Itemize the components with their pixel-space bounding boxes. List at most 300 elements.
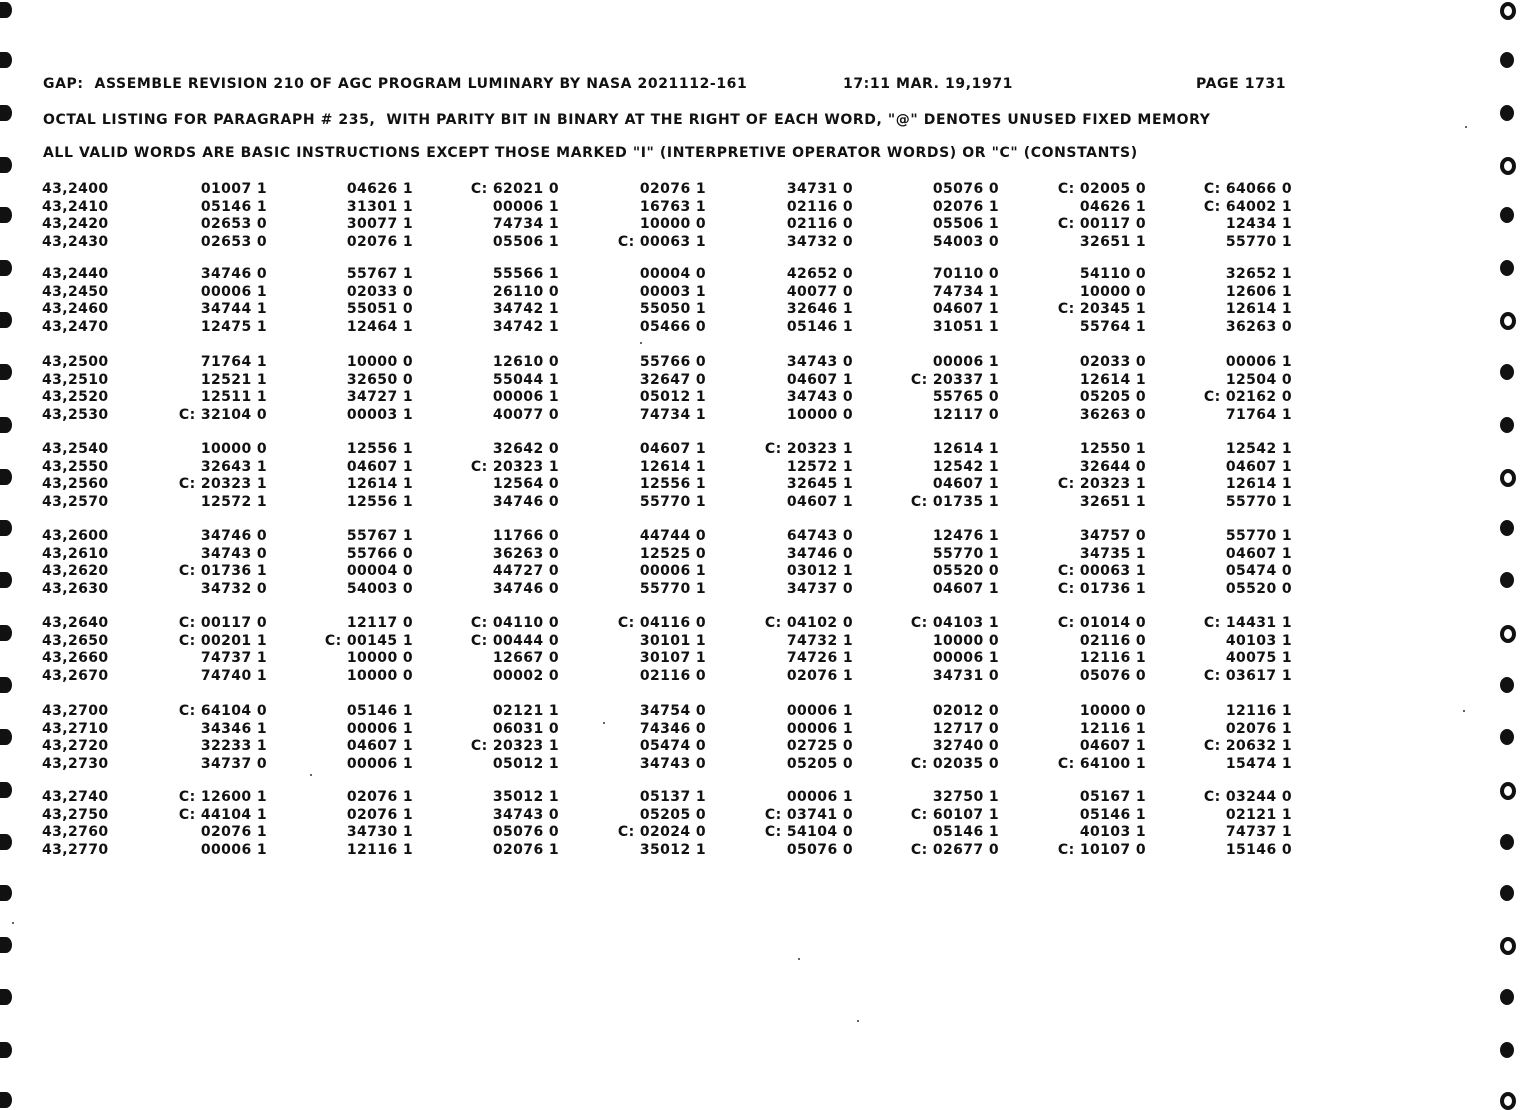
punch-hole xyxy=(0,1042,12,1058)
listing-word: 02076 1 xyxy=(1225,720,1292,737)
listing-address: 43,2530 xyxy=(42,406,109,423)
listing-word: 02116 0 xyxy=(639,667,706,684)
punch-hole xyxy=(1500,52,1514,68)
listing-word: 74734 1 xyxy=(932,283,999,300)
listing-address: 43,2710 xyxy=(42,720,109,737)
listing-word: 00006 1 xyxy=(786,789,853,805)
listing-word: 12610 0 xyxy=(492,354,559,370)
listing-word: 32642 0 xyxy=(492,441,559,457)
listing-word: 12564 0 xyxy=(492,476,559,492)
listing-word: C: 64104 0 xyxy=(178,703,267,719)
listing-word: 12117 0 xyxy=(932,406,999,423)
listing-word: 04607 1 xyxy=(1225,545,1292,562)
listing-word: 05146 1 xyxy=(786,318,853,335)
listing-word: 05506 1 xyxy=(492,233,559,250)
listing-word: 12556 1 xyxy=(346,441,413,457)
listing-word: C: 20323 1 xyxy=(470,738,559,754)
listing-word: 02116 0 xyxy=(786,198,853,215)
listing-word: 10000 0 xyxy=(200,441,267,457)
listing-word: C: 03741 0 xyxy=(764,806,853,823)
listing-word: C: 20323 1 xyxy=(764,441,853,457)
listing-word: 04607 1 xyxy=(639,441,706,457)
listing-word: 12521 1 xyxy=(200,371,267,388)
listing-word: 34743 0 xyxy=(492,806,559,823)
listing-word: C: 04102 0 xyxy=(764,615,853,631)
listing-address: 43,2560 xyxy=(42,476,109,492)
listing-word: 04607 1 xyxy=(786,371,853,388)
listing-word: 02725 0 xyxy=(786,738,853,754)
listing-word: 00006 1 xyxy=(639,563,706,579)
listing-word: C: 14431 1 xyxy=(1203,615,1292,631)
listing-word: 32643 1 xyxy=(200,458,267,475)
listing-word: 31051 1 xyxy=(932,318,999,335)
punch-hole xyxy=(0,520,12,536)
listing-word: 12572 1 xyxy=(786,458,853,475)
listing-word: 40103 1 xyxy=(1079,824,1146,840)
listing-word: 05076 0 xyxy=(1079,667,1146,684)
listing-word: 04607 1 xyxy=(346,738,413,754)
listing-word: 05137 1 xyxy=(639,789,706,805)
listing-word: 00006 1 xyxy=(786,703,853,719)
listing-word: 12606 1 xyxy=(1225,283,1292,300)
listing-address: 43,2670 xyxy=(42,667,109,684)
listing-word: 64743 0 xyxy=(786,528,853,544)
listing-word: 00006 1 xyxy=(786,720,853,737)
punch-hole xyxy=(1500,157,1516,175)
paper-speck xyxy=(310,774,312,776)
listing-word: C: 04116 0 xyxy=(617,615,706,631)
punch-hole xyxy=(0,782,12,798)
listing-word: 34731 0 xyxy=(786,181,853,197)
listing-word: 34746 0 xyxy=(492,493,559,510)
listing-word: C: 44104 1 xyxy=(178,806,267,823)
punch-hole xyxy=(0,625,12,641)
listing-word: 40103 1 xyxy=(1225,632,1292,649)
listing-word: 02076 1 xyxy=(639,181,706,197)
listing-word: 00002 0 xyxy=(492,667,559,684)
listing-word: 40075 1 xyxy=(1225,650,1292,666)
listing-word: 05520 0 xyxy=(1225,580,1292,597)
listing-word: 32651 1 xyxy=(1079,233,1146,250)
listing-word: 05146 1 xyxy=(1079,806,1146,823)
listing-address: 43,2450 xyxy=(42,283,109,300)
listing-address: 43,2420 xyxy=(42,216,109,232)
listing-address: 43,2660 xyxy=(42,650,109,666)
punch-hole xyxy=(0,989,12,1005)
listing-word: 04607 1 xyxy=(932,301,999,317)
listing-word: 05205 0 xyxy=(786,755,853,772)
listing-word: 05167 1 xyxy=(1079,789,1146,805)
listing-word: 02033 0 xyxy=(346,283,413,300)
punch-hole xyxy=(1500,729,1514,745)
listing-word: C: 00444 0 xyxy=(470,632,559,649)
listing-word: 36263 0 xyxy=(1079,406,1146,423)
listing-word: 05205 0 xyxy=(639,806,706,823)
listing-word: 04607 1 xyxy=(1225,458,1292,475)
listing-word: 74737 1 xyxy=(200,650,267,666)
listing-word: 54003 0 xyxy=(932,233,999,250)
listing-word: 02033 0 xyxy=(1079,354,1146,370)
listing-word: 55766 0 xyxy=(346,545,413,562)
listing-word: 35012 1 xyxy=(639,841,706,858)
listing-word: 02076 1 xyxy=(786,667,853,684)
listing-word: 12542 1 xyxy=(932,458,999,475)
punch-hole xyxy=(1500,1092,1516,1110)
listing-word: 55770 1 xyxy=(932,545,999,562)
listing-word: 02076 1 xyxy=(346,806,413,823)
listing-word: C: 20632 1 xyxy=(1203,738,1292,754)
listing-word: 16763 1 xyxy=(639,198,706,215)
listing-word: 12572 1 xyxy=(200,493,267,510)
listing-word: 10000 0 xyxy=(1079,283,1146,300)
header-description-line: OCTAL LISTING FOR PARAGRAPH # 235, WITH PARITY BIT IN BINARY AT THE RIGHT OF EACH WORD, "@" DENOTES UNUSED FIXED MEMORY xyxy=(43,112,1211,128)
listing-word: C: 04103 1 xyxy=(910,615,999,631)
paper-speck xyxy=(798,958,800,960)
listing-word: 04607 1 xyxy=(346,458,413,475)
listing-word: 31301 1 xyxy=(346,198,413,215)
listing-word: C: 64066 0 xyxy=(1203,181,1292,197)
listing-word: 05012 1 xyxy=(492,755,559,772)
punch-hole xyxy=(0,677,12,693)
listing-word: 34737 0 xyxy=(786,580,853,597)
listing-word: 02653 0 xyxy=(200,233,267,250)
punch-hole xyxy=(0,364,12,380)
punch-hole xyxy=(0,105,12,121)
listing-word: 54003 0 xyxy=(346,580,413,597)
punch-hole xyxy=(1500,260,1514,276)
listing-word: 02653 0 xyxy=(200,216,267,232)
listing-word: 02076 1 xyxy=(932,198,999,215)
listing-word: 34746 0 xyxy=(492,580,559,597)
listing-word: C: 02035 0 xyxy=(910,755,999,772)
listing-word: 71764 1 xyxy=(200,354,267,370)
listing-word: 05474 0 xyxy=(1225,563,1292,579)
listing-word: 34731 0 xyxy=(932,667,999,684)
listing-word: C: 00063 1 xyxy=(617,233,706,250)
punch-hole xyxy=(0,834,12,850)
punch-hole xyxy=(1500,469,1516,487)
listing-word: 32740 0 xyxy=(932,738,999,754)
listing-word: 54110 0 xyxy=(1079,266,1146,282)
punch-hole xyxy=(1500,834,1514,850)
listing-word: 70110 0 xyxy=(932,266,999,282)
listing-word: 02012 0 xyxy=(932,703,999,719)
punch-hole xyxy=(1500,2,1516,20)
listing-word: 05205 0 xyxy=(1079,389,1146,405)
listing-word: C: 20323 1 xyxy=(470,458,559,475)
listing-address: 43,2630 xyxy=(42,580,109,597)
punch-hole xyxy=(0,260,12,276)
listing-word: 55766 0 xyxy=(639,354,706,370)
listing-word: 55764 1 xyxy=(1079,318,1146,335)
listing-word: 34743 0 xyxy=(786,389,853,405)
listing-word: 05146 1 xyxy=(200,198,267,215)
paper-speck xyxy=(1463,710,1465,712)
listing-address: 43,2750 xyxy=(42,806,109,823)
listing-word: C: 64100 1 xyxy=(1057,755,1146,772)
listing-word: 36263 0 xyxy=(1225,318,1292,335)
listing-word: 05076 0 xyxy=(932,181,999,197)
header-legend-line: ALL VALID WORDS ARE BASIC INSTRUCTIONS EXCEPT THOSE MARKED "I" (INTERPRETIVE OPERATOR WORDS) OR "C" (CONSTANTS) xyxy=(43,145,1138,161)
listing-address: 43,2500 xyxy=(42,354,109,370)
punch-hole xyxy=(0,157,12,173)
listing-word: 04607 1 xyxy=(786,493,853,510)
listing-word: 34730 1 xyxy=(346,824,413,840)
listing-word: 04626 1 xyxy=(346,181,413,197)
listing-word: 44744 0 xyxy=(639,528,706,544)
listing-address: 43,2620 xyxy=(42,563,109,579)
listing-word: 55767 1 xyxy=(346,266,413,282)
listing-word: 02116 0 xyxy=(786,216,853,232)
listing-word: 12434 1 xyxy=(1225,216,1292,232)
listing-word: C: 01014 0 xyxy=(1057,615,1146,631)
listing-word: 12717 0 xyxy=(932,720,999,737)
listing-word: C: 04110 0 xyxy=(470,615,559,631)
listing-word: C: 32104 0 xyxy=(178,406,267,423)
listing-word: 34754 0 xyxy=(639,703,706,719)
listing-word: C: 20323 1 xyxy=(178,476,267,492)
listing-word: C: 64002 1 xyxy=(1203,198,1292,215)
punch-hole xyxy=(1500,782,1516,800)
paper-speck xyxy=(857,1020,859,1022)
listing-word: 05506 1 xyxy=(932,216,999,232)
paper-speck xyxy=(603,722,605,724)
listing-word: 02076 1 xyxy=(492,841,559,858)
listing-word: 30107 1 xyxy=(639,650,706,666)
listing-word: 02121 1 xyxy=(1225,806,1292,823)
listing-word: 12614 1 xyxy=(639,458,706,475)
listing-word: 12614 1 xyxy=(346,476,413,492)
listing-word: 00006 1 xyxy=(346,755,413,772)
listing-word: 00004 0 xyxy=(346,563,413,579)
listing-word: 35012 1 xyxy=(492,789,559,805)
listing-address: 43,2760 xyxy=(42,824,109,840)
listing-word: C: 01736 1 xyxy=(1057,580,1146,597)
listing-word: C: 03244 0 xyxy=(1203,789,1292,805)
listing-address: 43,2440 xyxy=(42,266,109,282)
listing-word: 00006 1 xyxy=(932,650,999,666)
header-timestamp: 17:11 MAR. 19,1971 xyxy=(843,76,1014,92)
listing-word: 00003 1 xyxy=(639,283,706,300)
listing-word: 32750 1 xyxy=(932,789,999,805)
listing-word: 12614 1 xyxy=(1079,371,1146,388)
listing-word: C: 02677 0 xyxy=(910,841,999,858)
listing-word: 12116 1 xyxy=(1079,650,1146,666)
listing-address: 43,2400 xyxy=(42,181,109,197)
listing-word: 12556 1 xyxy=(346,493,413,510)
listing-word: 74732 1 xyxy=(786,632,853,649)
listing-word: C: 00145 1 xyxy=(324,632,413,649)
listing-word: 55770 1 xyxy=(639,580,706,597)
listing-word: 02116 0 xyxy=(1079,632,1146,649)
listing-word: 34744 1 xyxy=(200,301,267,317)
listing-word: 15146 0 xyxy=(1225,841,1292,858)
listing-word: 03012 1 xyxy=(786,563,853,579)
listing-word: 00006 1 xyxy=(932,354,999,370)
listing-word: C: 20345 1 xyxy=(1057,301,1146,317)
listing-word: 74726 1 xyxy=(786,650,853,666)
listing-word: 34746 0 xyxy=(200,528,267,544)
listing-word: 10000 0 xyxy=(346,667,413,684)
punch-hole xyxy=(1500,207,1514,223)
listing-word: 02076 1 xyxy=(346,789,413,805)
punch-hole xyxy=(1500,105,1514,121)
listing-word: C: 54104 0 xyxy=(764,824,853,840)
punch-hole xyxy=(1500,937,1516,955)
listing-word: 32644 0 xyxy=(1079,458,1146,475)
listing-word: 05076 0 xyxy=(786,841,853,858)
listing-address: 43,2600 xyxy=(42,528,109,544)
listing-word: 74734 1 xyxy=(492,216,559,232)
listing-word: 12476 1 xyxy=(932,528,999,544)
listing-word: 04607 1 xyxy=(1079,738,1146,754)
punch-hole xyxy=(1500,364,1514,380)
listing-word: 30077 1 xyxy=(346,216,413,232)
listing-word: 34742 1 xyxy=(492,301,559,317)
listing-word: 12504 0 xyxy=(1225,371,1292,388)
header-page-number: PAGE 1731 xyxy=(1196,76,1287,92)
listing-word: 74740 1 xyxy=(200,667,267,684)
punch-hole xyxy=(0,417,12,433)
listing-word: 55051 0 xyxy=(346,301,413,317)
listing-word: 12614 1 xyxy=(1225,301,1292,317)
punch-hole xyxy=(0,572,12,588)
listing-word: 04607 1 xyxy=(932,580,999,597)
listing-word: 34743 0 xyxy=(200,545,267,562)
listing-word: 01007 1 xyxy=(200,181,267,197)
listing-word: 04607 1 xyxy=(932,476,999,492)
listing-word: 32651 1 xyxy=(1079,493,1146,510)
listing-word: 74737 1 xyxy=(1225,824,1292,840)
listing-word: 12556 1 xyxy=(639,476,706,492)
listing-word: 02121 1 xyxy=(492,703,559,719)
listing-word: 44727 0 xyxy=(492,563,559,579)
listing-word: 55566 1 xyxy=(492,266,559,282)
listing-word: 00004 0 xyxy=(639,266,706,282)
listing-word: 00006 1 xyxy=(492,389,559,405)
listing-address: 43,2430 xyxy=(42,233,109,250)
listing-word: 10000 0 xyxy=(346,650,413,666)
listing-address: 43,2540 xyxy=(42,441,109,457)
listing-word: 00006 1 xyxy=(200,841,267,858)
listing-word: 12117 0 xyxy=(346,615,413,631)
listing-word: 10000 0 xyxy=(932,632,999,649)
listing-word: 34743 0 xyxy=(639,755,706,772)
listing-word: C: 00117 0 xyxy=(1057,216,1146,232)
listing-word: 10000 0 xyxy=(786,406,853,423)
listing-word: 12542 1 xyxy=(1225,441,1292,457)
listing-word: 34737 0 xyxy=(200,755,267,772)
paper-speck xyxy=(1465,126,1467,128)
listing-word: 34732 0 xyxy=(200,580,267,597)
listing-word: C: 02162 0 xyxy=(1203,389,1292,405)
listing-word: 34727 1 xyxy=(346,389,413,405)
listing-address: 43,2720 xyxy=(42,738,109,754)
listing-word: 12614 1 xyxy=(1225,476,1292,492)
listing-word: C: 20337 1 xyxy=(910,371,999,388)
listing-word: 42652 0 xyxy=(786,266,853,282)
listing-word: 06031 0 xyxy=(492,720,559,737)
listing-word: 74346 0 xyxy=(639,720,706,737)
listing-word: 34746 0 xyxy=(786,545,853,562)
paper-speck xyxy=(640,342,642,344)
punch-hole xyxy=(0,52,12,68)
listing-word: C: 00117 0 xyxy=(178,615,267,631)
listing-word: 34746 0 xyxy=(200,266,267,282)
punch-hole xyxy=(1500,520,1514,536)
listing-word: 55767 1 xyxy=(346,528,413,544)
listing-address: 43,2550 xyxy=(42,458,109,475)
punch-hole xyxy=(0,312,12,328)
punch-hole xyxy=(1500,572,1514,588)
punch-hole xyxy=(1500,989,1514,1005)
listing-word: 12116 1 xyxy=(1079,720,1146,737)
listing-word: 02076 1 xyxy=(346,233,413,250)
punch-hole xyxy=(0,207,12,223)
listing-word: 05076 0 xyxy=(492,824,559,840)
listing-word: 00006 1 xyxy=(346,720,413,737)
listing-word: C: 02024 0 xyxy=(617,824,706,840)
listing-word: 00006 1 xyxy=(1225,354,1292,370)
listing-word: 32647 0 xyxy=(639,371,706,388)
listing-address: 43,2650 xyxy=(42,632,109,649)
punch-hole xyxy=(0,729,12,745)
listing-word: 12550 1 xyxy=(1079,441,1146,457)
listing-word: 10000 0 xyxy=(639,216,706,232)
listing-word: C: 00201 1 xyxy=(178,632,267,649)
listing-word: 32650 0 xyxy=(346,371,413,388)
listing-word: 34732 0 xyxy=(786,233,853,250)
listing-word: 05146 1 xyxy=(932,824,999,840)
listing-word: 55770 1 xyxy=(639,493,706,510)
listing-word: 40077 0 xyxy=(786,283,853,300)
listing-word: 04626 1 xyxy=(1079,198,1146,215)
listing-word: C: 12600 1 xyxy=(178,789,267,805)
paper-speck xyxy=(12,922,14,924)
listing-word: 26110 0 xyxy=(492,283,559,300)
listing-word: 15474 1 xyxy=(1225,755,1292,772)
listing-word: 00003 1 xyxy=(346,406,413,423)
listing-word: 32652 1 xyxy=(1225,266,1292,282)
listing-word: 71764 1 xyxy=(1225,406,1292,423)
punch-hole xyxy=(1500,312,1516,330)
punch-hole xyxy=(1500,677,1514,693)
punch-hole xyxy=(1500,625,1516,643)
listing-address: 43,2410 xyxy=(42,198,109,215)
listing-address: 43,2520 xyxy=(42,389,109,405)
punch-hole xyxy=(0,937,12,953)
listing-word: 30101 1 xyxy=(639,632,706,649)
listing-word: 32646 1 xyxy=(786,301,853,317)
listing-word: 34742 1 xyxy=(492,318,559,335)
listing-word: 02076 1 xyxy=(200,824,267,840)
listing-word: 05474 0 xyxy=(639,738,706,754)
listing-word: C: 10107 0 xyxy=(1057,841,1146,858)
listing-address: 43,2510 xyxy=(42,371,109,388)
listing-word: 05520 0 xyxy=(932,563,999,579)
listing-word: 55765 0 xyxy=(932,389,999,405)
listing-word: 12116 1 xyxy=(346,841,413,858)
listing-word: 55044 1 xyxy=(492,371,559,388)
punch-hole xyxy=(0,1092,12,1108)
listing-word: C: 62021 0 xyxy=(470,181,559,197)
listing-word: C: 02005 0 xyxy=(1057,181,1146,197)
listing-word: 12511 1 xyxy=(200,389,267,405)
punch-hole xyxy=(0,2,12,18)
listing-address: 43,2700 xyxy=(42,703,109,719)
listing-word: C: 20323 1 xyxy=(1057,476,1146,492)
listing-word: 34346 1 xyxy=(200,720,267,737)
